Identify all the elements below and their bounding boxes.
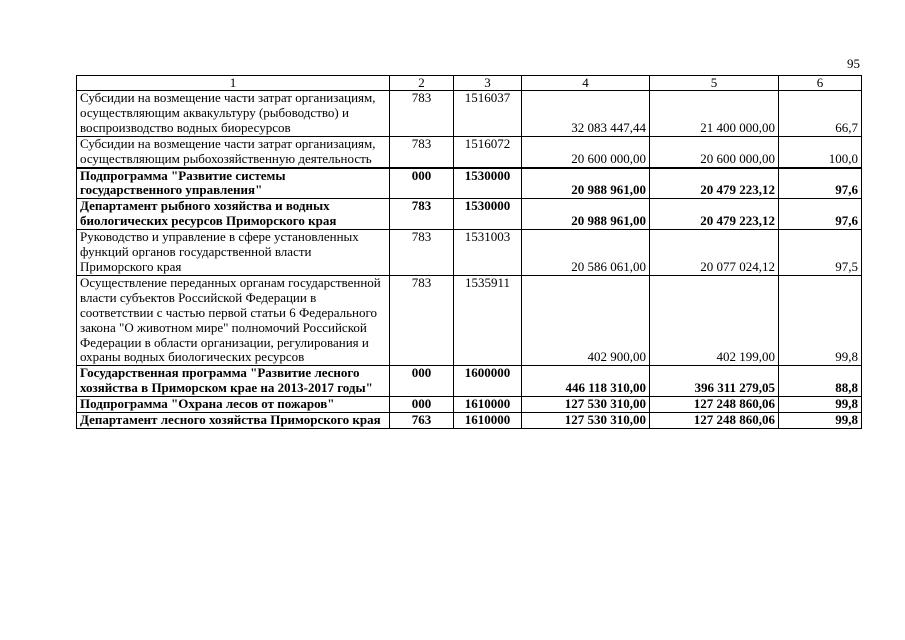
row-planned-amount-cell: 32 083 447,44 — [522, 91, 650, 137]
row-name-cell: Субсидии на возмещение части затрат организациям, осуществляющим аквакультуру (рыбоводство) и воспроизводство водных биоресурсов — [77, 91, 390, 137]
table-row — [77, 168, 862, 199]
table-row — [77, 199, 862, 230]
row-name-cell: Субсидии на возмещение части затрат организациям, осуществляющим рыбохозяйственную деятельность — [77, 136, 390, 167]
row-percent-cell: 66,7 — [779, 91, 862, 137]
row-name-cell: Руководство и управление в сфере установленных функций органов государственной власти Приморского края — [77, 230, 390, 276]
column-header-2: 2 — [390, 76, 454, 91]
row-name-cell: Государственная программа "Развитие лесного хозяйства в Приморском крае на 2013-2017 годы" — [77, 366, 390, 397]
column-header-1: 1 — [77, 76, 390, 91]
row-actual-amount-cell: 21 400 000,00 — [650, 91, 779, 137]
row-name-cell: Подпрограмма "Развитие системы государственного управления" — [77, 168, 390, 199]
row-percent-cell: 97,6 — [779, 199, 862, 230]
row-target-code-cell: 1531003 — [454, 230, 522, 276]
row-percent-cell: 97,5 — [779, 230, 862, 276]
table-row — [77, 230, 862, 276]
row-admin-code-cell: 783 — [390, 136, 454, 167]
row-name-cell: Департамент рыбного хозяйства и водных биологических ресурсов Приморского края — [77, 199, 390, 230]
row-target-code-cell: 1530000 — [454, 168, 522, 199]
row-name-cell: Подпрограмма "Охрана лесов от пожаров" — [77, 397, 390, 413]
row-name-cell: Департамент лесного хозяйства Приморского края — [77, 413, 390, 429]
column-header-3: 3 — [454, 76, 522, 91]
table-row — [77, 397, 862, 413]
row-planned-amount-cell: 20 988 961,00 — [522, 168, 650, 199]
row-actual-amount-cell: 20 077 024,12 — [650, 230, 779, 276]
column-header-5: 5 — [650, 76, 779, 91]
row-target-code-cell: 1535911 — [454, 275, 522, 365]
row-admin-code-cell: 783 — [390, 199, 454, 230]
row-target-code-cell: 1516037 — [454, 91, 522, 137]
row-actual-amount-cell: 402 199,00 — [650, 275, 779, 365]
row-target-code-cell: 1610000 — [454, 397, 522, 413]
column-header-6: 6 — [779, 76, 862, 91]
row-admin-code-cell: 783 — [390, 275, 454, 365]
row-name-cell: Осуществление переданных органам государственной власти субъектов Российской Федерации в соответствии с частью первой статьи 6 Федерального закона "О животном мире" полномочий Российской Федерации в области организации, регулирования и охраны водных биологических ресурсов — [77, 275, 390, 365]
row-actual-amount-cell: 127 248 860,06 — [650, 397, 779, 413]
row-target-code-cell: 1516072 — [454, 136, 522, 167]
row-planned-amount-cell: 20 600 000,00 — [522, 136, 650, 167]
row-actual-amount-cell: 20 479 223,12 — [650, 199, 779, 230]
row-admin-code-cell: 000 — [390, 397, 454, 413]
row-actual-amount-cell: 127 248 860,06 — [650, 413, 779, 429]
table-row — [77, 413, 862, 429]
row-actual-amount-cell: 20 479 223,12 — [650, 168, 779, 199]
row-admin-code-cell: 000 — [390, 168, 454, 199]
row-planned-amount-cell: 127 530 310,00 — [522, 413, 650, 429]
row-planned-amount-cell: 127 530 310,00 — [522, 397, 650, 413]
row-target-code-cell: 1610000 — [454, 413, 522, 429]
row-planned-amount-cell: 402 900,00 — [522, 275, 650, 365]
row-admin-code-cell: 000 — [390, 366, 454, 397]
table-row — [77, 366, 862, 397]
row-actual-amount-cell: 396 311 279,05 — [650, 366, 779, 397]
table-row — [77, 136, 862, 167]
row-percent-cell: 88,8 — [779, 366, 862, 397]
row-admin-code-cell: 783 — [390, 91, 454, 137]
table-header-row — [77, 76, 862, 91]
row-target-code-cell: 1530000 — [454, 199, 522, 230]
row-percent-cell: 99,8 — [779, 397, 862, 413]
row-actual-amount-cell: 20 600 000,00 — [650, 136, 779, 167]
row-percent-cell: 97,6 — [779, 168, 862, 199]
table-row — [77, 275, 862, 365]
page-number: 95 — [847, 56, 860, 71]
row-admin-code-cell: 783 — [390, 230, 454, 276]
column-header-4: 4 — [522, 76, 650, 91]
row-planned-amount-cell: 446 118 310,00 — [522, 366, 650, 397]
budget-table — [76, 75, 862, 429]
row-percent-cell: 99,8 — [779, 413, 862, 429]
row-planned-amount-cell: 20 586 061,00 — [522, 230, 650, 276]
table-row — [77, 91, 862, 137]
row-percent-cell: 99,8 — [779, 275, 862, 365]
row-admin-code-cell: 763 — [390, 413, 454, 429]
row-planned-amount-cell: 20 988 961,00 — [522, 199, 650, 230]
row-target-code-cell: 1600000 — [454, 366, 522, 397]
row-percent-cell: 100,0 — [779, 136, 862, 167]
